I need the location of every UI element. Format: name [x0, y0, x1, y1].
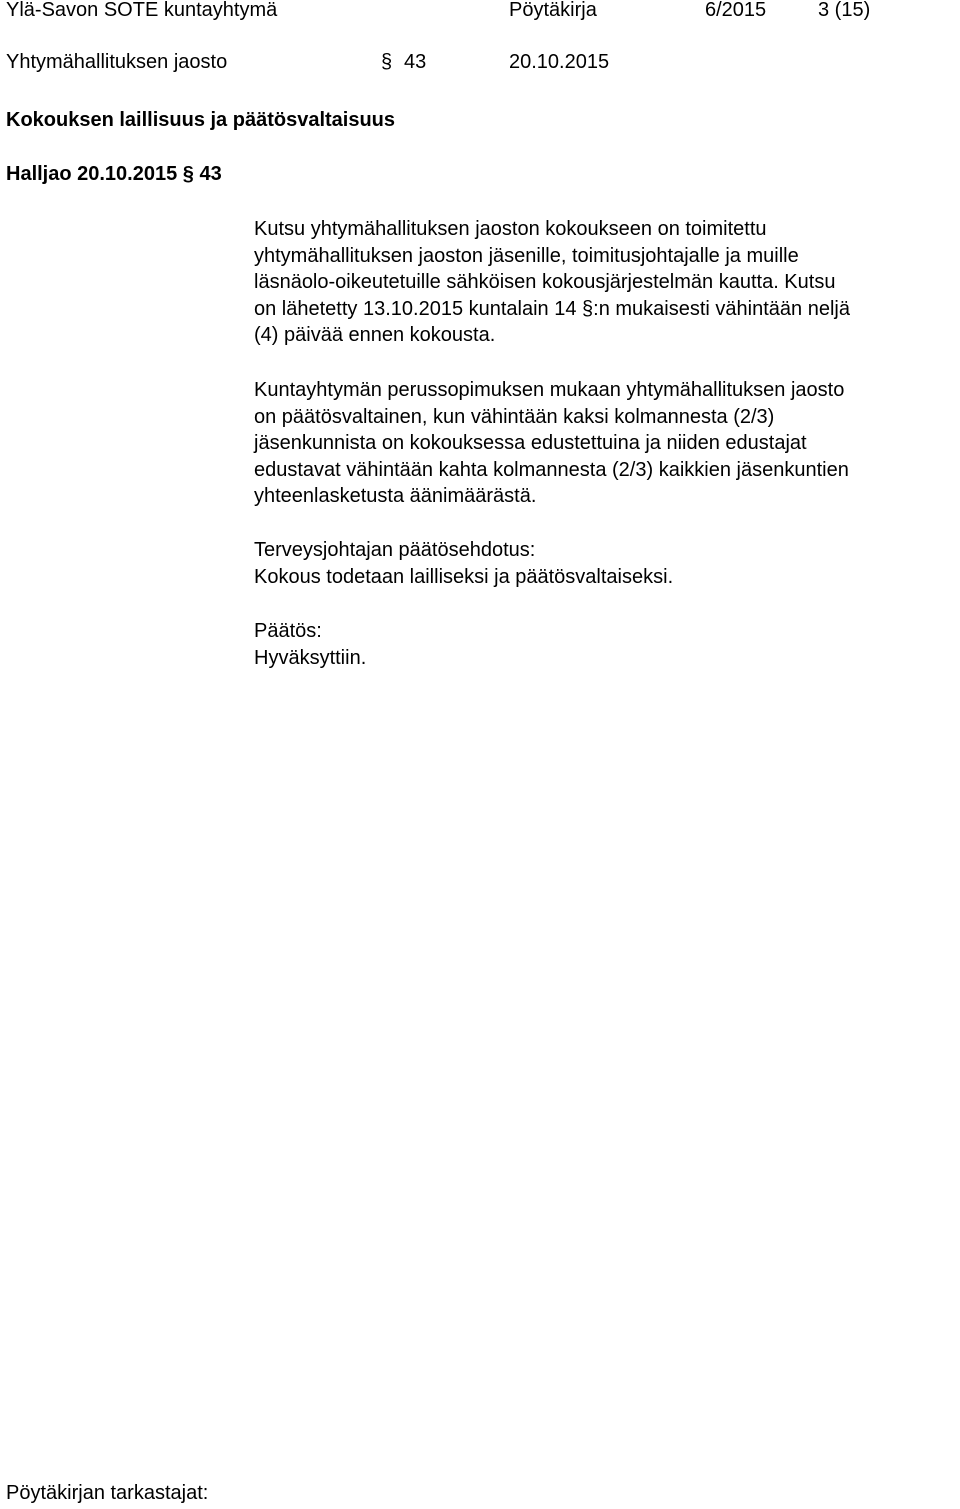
document-type: Pöytäkirja: [509, 0, 597, 21]
page-number: 3 (15): [818, 0, 871, 21]
proposal-label: Terveysjohtajan päätösehdotus:: [254, 539, 536, 561]
meeting-date: 20.10.2015: [509, 51, 610, 73]
quorum-paragraph: Kuntayhtymän perussopimuksen mukaan yhtymähallituksen jaosto on päätösvaltainen, kun vähintään kaksi kolmannesta (2/3) jäsenkunnista on kokouksessa edustettuina ja niiden edustajat edustavat vähintään kahta kolmannesta (2/3) kaikkien jäsenkuntien yhteenlasketusta äänimäärästä.: [254, 379, 849, 507]
item-reference-symbol: §: [182, 163, 194, 185]
item-title: Kokouksen laillisuus ja päätösvaltaisuus: [6, 109, 396, 131]
item-reference-number: 43: [199, 163, 222, 185]
decision-text: Hyväksyttiin.: [254, 647, 367, 669]
section-number: 43: [404, 51, 427, 73]
body-name: Yhtymähallituksen jaosto: [6, 51, 228, 73]
section-symbol: §: [381, 51, 393, 73]
item-reference: [6, 161, 222, 188]
invitation-paragraph: Kutsu yhtymähallituksen jaoston kokoukseen on toimitettu yhtymähallituksen jaoston jäsenille, toimitusjohtajalle ja muille läsnäolo-oikeutetuille sähköisen kokousjärjestelmän kautta. Kutsu on lähetetty 13.10.2015 kuntalain 14 §:n mukaisesti vähintään neljä (4) päivää ennen kokousta.: [254, 218, 850, 346]
document-number: 6/2015: [705, 0, 767, 21]
organization-name: Ylä-Savon SOTE kuntayhtymä: [6, 0, 278, 21]
reviewers-label: Pöytäkirjan tarkastajat:: [6, 1482, 209, 1504]
proposal-text: Kokous todetaan lailliseksi ja päätösvaltaiseksi.: [254, 566, 674, 588]
decision-label: Päätös:: [254, 620, 322, 642]
item-reference-prefix: Halljao 20.10.2015: [6, 163, 178, 185]
